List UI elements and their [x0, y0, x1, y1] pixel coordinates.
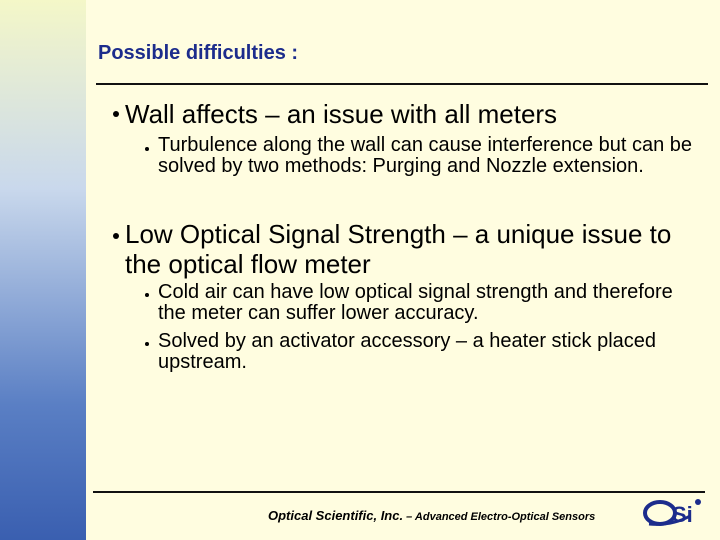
osi-logo: [642, 496, 706, 530]
bullet-1-text: Wall affects – an issue with all meters: [125, 99, 558, 129]
sub-bullet-icon: [145, 147, 149, 151]
bullet-2-sub-2-text: Solved by an activator accessory – a heater stick placed upstream.: [158, 330, 657, 373]
bullet-icon: [113, 233, 119, 239]
sub-bullet-icon: [145, 342, 149, 346]
logo-lettering: Si: [672, 502, 693, 527]
sub-bullet-icon: [145, 293, 149, 297]
bullet-2-text: Low Optical Signal Strength – a unique issue to the optical flow meter: [125, 219, 672, 279]
bullet-icon: [113, 111, 119, 117]
footer-tagline: – Advanced Electro-Optical Sensors: [403, 511, 596, 523]
title-divider: [96, 83, 708, 85]
gradient-sidebar: [0, 0, 86, 540]
bullet-2-sub-1-text: Cold air can have low optical signal strength and therefore the meter can suffer lower accuracy.: [158, 281, 673, 324]
footer-text: [268, 508, 595, 523]
bullet-1-sub-1-text: Turbulence along the wall can cause interference but can be solved by two methods: Purging and Nozzle extension.: [158, 134, 693, 177]
footer-divider: [93, 491, 705, 493]
slide-title: Possible difficulties :: [98, 42, 299, 64]
footer-company: Optical Scientific, Inc.: [268, 508, 404, 523]
